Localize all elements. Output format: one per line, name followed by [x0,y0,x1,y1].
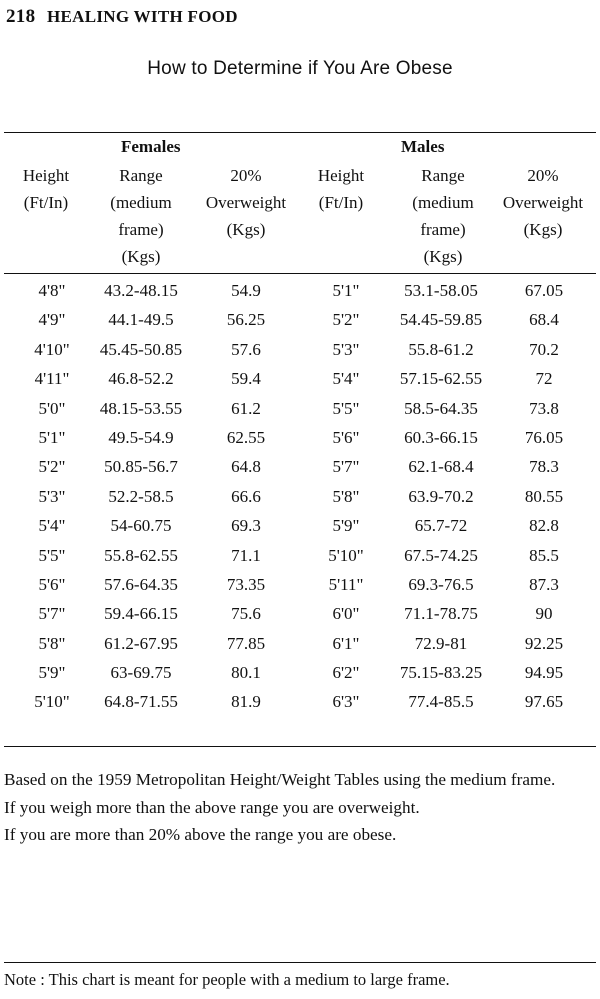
cell-female-range: 48.15-53.55 [99,398,183,418]
cell-male-height: 5'6" [332,427,360,447]
cell-female-range: 44.1-49.5 [108,310,174,330]
table-header-rule [4,273,596,274]
cell-female-overweight: 73.35 [226,574,266,594]
cell-female-range: 59.4-66.15 [104,604,178,624]
cell-male-overweight: 82.8 [529,516,559,536]
cell-male-range: 63.9-70.2 [408,486,474,506]
cell-female-height: 5'8" [38,633,66,653]
cell-female-range: 49.5-54.9 [108,427,174,447]
cell-male-range: 60.3-66.15 [404,427,478,447]
cell-female-overweight: 71.1 [231,545,261,565]
cell-male-overweight: 78.3 [529,457,559,477]
cell-female-height: 5'7" [38,604,66,624]
cell-male-height: 5'8" [332,486,360,506]
cell-female-height: 4'10" [34,339,70,359]
cell-male-height: 5'9" [332,516,360,536]
group-label-males: Males [401,137,445,156]
table-bottom-rule [4,746,596,747]
cell-male-range: 75.15-83.25 [399,663,483,683]
cell-male-overweight: 87.3 [529,574,559,594]
cell-male-overweight: 85.5 [529,545,559,565]
column-header-male-overweight: 20% Overweight (Kgs) [502,166,584,239]
cell-female-overweight: 54.9 [231,281,261,300]
cell-male-overweight: 80.55 [524,486,564,506]
cell-male-overweight: 90 [535,604,553,624]
cell-female-range: 52.2-58.5 [108,486,174,506]
cell-male-range: 69.3-76.5 [408,574,474,594]
cell-female-range: 54-60.75 [110,516,172,536]
cell-female-height: 5'2" [38,457,66,477]
group-label-females: Females [121,137,181,156]
cell-female-range: 63-69.75 [110,663,172,683]
cell-male-overweight: 73.8 [529,398,559,418]
cell-female-overweight: 62.55 [226,427,266,447]
table-row [0,453,600,482]
cell-female-height: 4'8" [38,281,66,300]
column-header-male-range: Range (medium frame) (Kgs) [412,166,474,266]
cell-female-range: 57.6-64.35 [104,574,178,594]
cell-male-overweight: 92.25 [524,633,564,653]
cell-female-height: 4'11" [34,369,70,389]
cell-male-height: 6'0" [332,604,360,624]
cell-female-overweight: 64.8 [231,457,261,477]
column-header-female-range: Range (medium frame) (Kgs) [110,166,172,266]
frame-note: Note : This chart is meant for people with a medium to large frame. [4,970,450,989]
cell-female-range: 50.85-56.7 [104,457,178,477]
table-row [0,512,600,541]
table-row [0,336,600,365]
cell-female-range: 45.45-50.85 [99,339,183,359]
cell-male-height: 5'10" [328,545,364,565]
cell-female-overweight: 56.25 [226,310,266,330]
cell-female-height: 5'3" [38,486,66,506]
cell-male-range: 71.1-78.75 [404,604,478,624]
cell-female-height: 5'4" [38,516,66,536]
book-title: HEALING WITH FOOD [46,7,238,26]
cell-male-overweight: 76.05 [524,427,564,447]
cell-female-height: 5'0" [38,398,66,418]
cell-female-height: 5'5" [38,545,66,565]
cell-female-range: 55.8-62.55 [104,545,178,565]
cell-female-overweight: 77.85 [226,633,266,653]
cell-male-height: 6'1" [332,633,360,653]
cell-male-overweight: 70.2 [529,339,559,359]
table-row [0,483,600,512]
table-body [0,277,600,718]
column-header-male-height: Height (Ft/In) [317,166,365,212]
cell-female-range: 46.8-52.2 [108,369,174,389]
cell-female-height: 5'9" [38,663,66,683]
cell-male-range: 55.8-61.2 [408,339,474,359]
cell-male-range: 77.4-85.5 [408,692,474,712]
table-row [0,365,600,394]
cell-male-height: 5'3" [332,339,360,359]
footnotes [4,766,596,849]
cell-male-overweight: 72 [535,369,553,389]
table-row [0,571,600,600]
cell-male-range: 65.7-72 [414,516,468,536]
cell-female-overweight: 81.9 [231,692,261,712]
cell-female-overweight: 69.3 [231,516,261,536]
table-row [0,395,600,424]
cell-male-height: 5'7" [332,457,360,477]
cell-male-overweight: 68.4 [529,310,559,330]
footnote-overweight: If you weigh more than the above range you are overweight. [4,797,420,817]
cell-male-range: 67.5-74.25 [404,545,478,565]
table-row [0,630,600,659]
cell-male-range: 57.15-62.55 [399,369,483,389]
cell-female-range: 43.2-48.15 [104,281,178,300]
cell-male-range: 53.1-58.05 [404,281,478,300]
footnote-obese: If you are more than 20% above the range you are obese. [4,825,397,844]
cell-female-height: 5'1" [38,427,66,447]
cell-female-range: 61.2-67.95 [104,633,178,653]
cell-male-height: 5'4" [332,369,360,389]
cell-male-height: 5'1" [332,281,360,300]
table-row [0,306,600,335]
table-row [0,542,600,571]
page-title: How to Determine if You Are Obese [147,58,453,79]
column-header-female-overweight: 20% Overweight (Kgs) [205,166,287,239]
cell-male-overweight: 94.95 [524,663,564,683]
cell-female-height: 5'10" [34,692,70,712]
cell-female-height: 4'9" [38,310,66,330]
running-head [6,6,238,28]
table-row [0,600,600,629]
cell-female-overweight: 57.6 [231,339,261,359]
cell-female-overweight: 75.6 [231,604,261,624]
cell-male-height: 5'5" [332,398,360,418]
cell-female-overweight: 66.6 [231,486,261,506]
column-header-female-height: Height (Ft/In) [22,166,70,212]
cell-male-range: 58.5-64.35 [404,398,478,418]
cell-female-range: 64.8-71.55 [104,692,178,712]
table-row [0,424,600,453]
cell-female-height: 5'6" [38,574,66,594]
table-row [0,688,600,717]
footnote-source: Based on the 1959 Metropolitan Height/Weight Tables using the medium frame. [4,770,556,789]
cell-male-height: 6'2" [332,663,360,683]
cell-male-overweight: 97.65 [524,692,564,712]
note-rule [4,962,596,963]
table-row [0,277,600,306]
table-row [0,659,600,688]
table-top-rule [4,132,596,133]
cell-female-overweight: 80.1 [231,663,261,683]
cell-male-height: 6'3" [332,692,360,712]
cell-male-range: 62.1-68.4 [408,457,474,477]
cell-female-overweight: 61.2 [231,398,261,418]
cell-male-height: 5'2" [332,310,360,330]
cell-male-range: 72.9-81 [414,633,468,653]
page-number: 218 [6,6,36,27]
cell-male-range: 54.45-59.85 [399,310,483,330]
cell-male-height: 5'11" [328,574,364,594]
cell-male-overweight: 67.05 [524,281,564,300]
cell-female-overweight: 59.4 [231,369,261,389]
